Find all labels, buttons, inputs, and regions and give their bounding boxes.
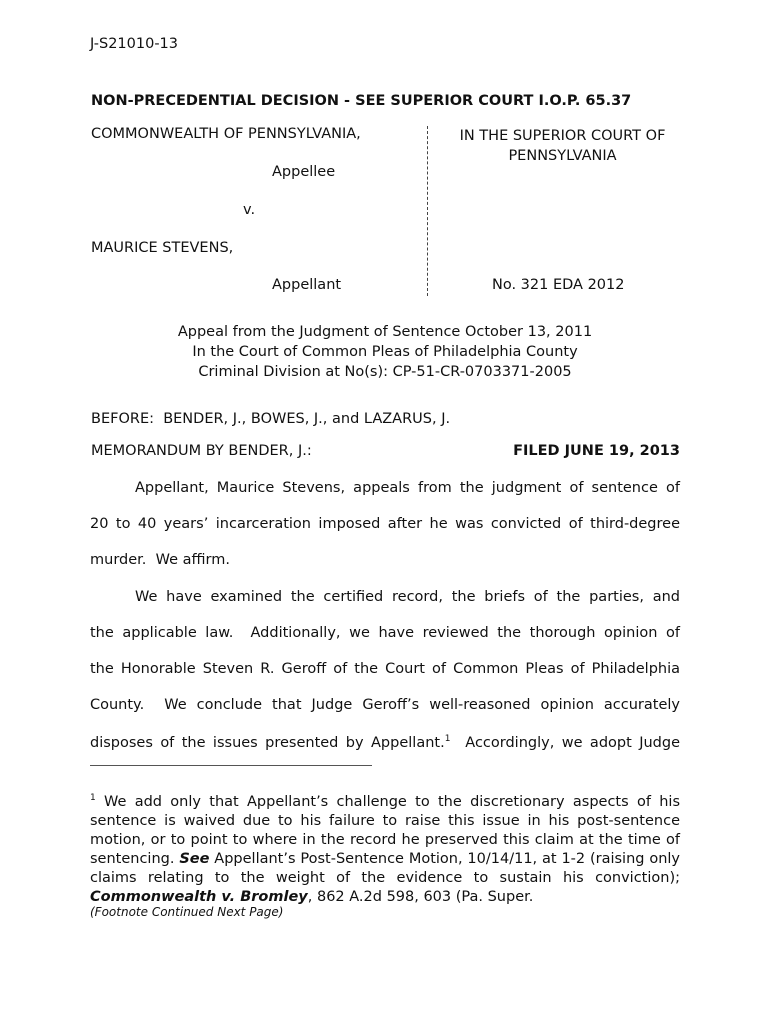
body-line: murder. We affirm. bbox=[90, 552, 230, 568]
body-text: disposes of the issues presented by Appellant. bbox=[90, 734, 445, 751]
footnote-continued: (Footnote Continued Next Page) bbox=[90, 905, 284, 919]
footnote-ref[interactable]: 1 bbox=[444, 734, 451, 744]
plaintiff-role: Appellee bbox=[272, 164, 336, 180]
footnote-text: We add only that Appellant’s challenge to the discretionary aspects of his sentence is waived due to his failure to raise this issue in his post-sentence motion, or to point to where in the record he preserved this claim at the time of sentencing. bbox=[90, 793, 680, 867]
body-line: Appellant, Maurice Stevens, appeals from the judgment of sentence of bbox=[135, 480, 680, 496]
body-line: County. We conclude that Judge Geroff’s well-reasoned opinion accurately bbox=[90, 697, 680, 713]
versus-label: v. bbox=[243, 202, 256, 218]
defendant-role: Appellant bbox=[272, 277, 342, 293]
footnote bbox=[90, 789, 680, 907]
body-line bbox=[90, 734, 680, 751]
footnote-marker: 1 bbox=[90, 793, 96, 803]
footnote-text: , 862 A.2d 598, 603 (Pa. Super. bbox=[307, 888, 534, 905]
body-text: Accordingly, we adopt Judge bbox=[450, 734, 680, 751]
appeal-line-2: In the Court of Common Pleas of Philadelphia County bbox=[192, 344, 578, 360]
before-judges: BEFORE: BENDER, J., BOWES, J., and LAZARUS, J. bbox=[91, 411, 451, 427]
case-citation: Commonwealth v. Bromley bbox=[90, 888, 308, 905]
body-line: the applicable law. Additionally, we have reviewed the thorough opinion of bbox=[90, 625, 680, 641]
defendant-name: MAURICE STEVENS, bbox=[91, 240, 234, 256]
decision-heading: NON-PRECEDENTIAL DECISION - SEE SUPERIOR COURT I.O.P. 65.37 bbox=[91, 93, 632, 109]
caption-divider bbox=[427, 126, 428, 296]
court-name: IN THE SUPERIOR COURT OF PENNSYLVANIA bbox=[459, 128, 666, 164]
body-line: 20 to 40 years’ incarceration imposed after he was convicted of third-degree bbox=[90, 516, 680, 532]
body-line: the Honorable Steven R. Geroff of the Court of Common Pleas of Philadelphia bbox=[90, 661, 680, 677]
appeal-line-1: Appeal from the Judgment of Sentence October 13, 2011 bbox=[177, 324, 593, 340]
body-line: We have examined the certified record, the briefs of the parties, and bbox=[135, 589, 680, 605]
plaintiff-name: COMMONWEALTH OF PENNSYLVANIA, bbox=[91, 126, 361, 142]
document-id: J-S21010-13 bbox=[90, 36, 179, 52]
docket-number: No. 321 EDA 2012 bbox=[492, 277, 625, 293]
appeal-line-3: Criminal Division at No(s): CP-51-CR-0703371-2005 bbox=[198, 364, 572, 380]
filed-date: FILED JUNE 19, 2013 bbox=[513, 443, 680, 459]
footnote-rule bbox=[90, 765, 372, 766]
memorandum-author: MEMORANDUM BY BENDER, J.: bbox=[91, 443, 312, 459]
footnote-text: Appellant’s Post-Sentence Motion, 10/14/11, at 1-2 (raising only claims relating to the weight of the evidence to sustain his conviction); bbox=[90, 850, 681, 886]
see-signal: See bbox=[179, 850, 210, 867]
appeal-info bbox=[90, 322, 680, 382]
